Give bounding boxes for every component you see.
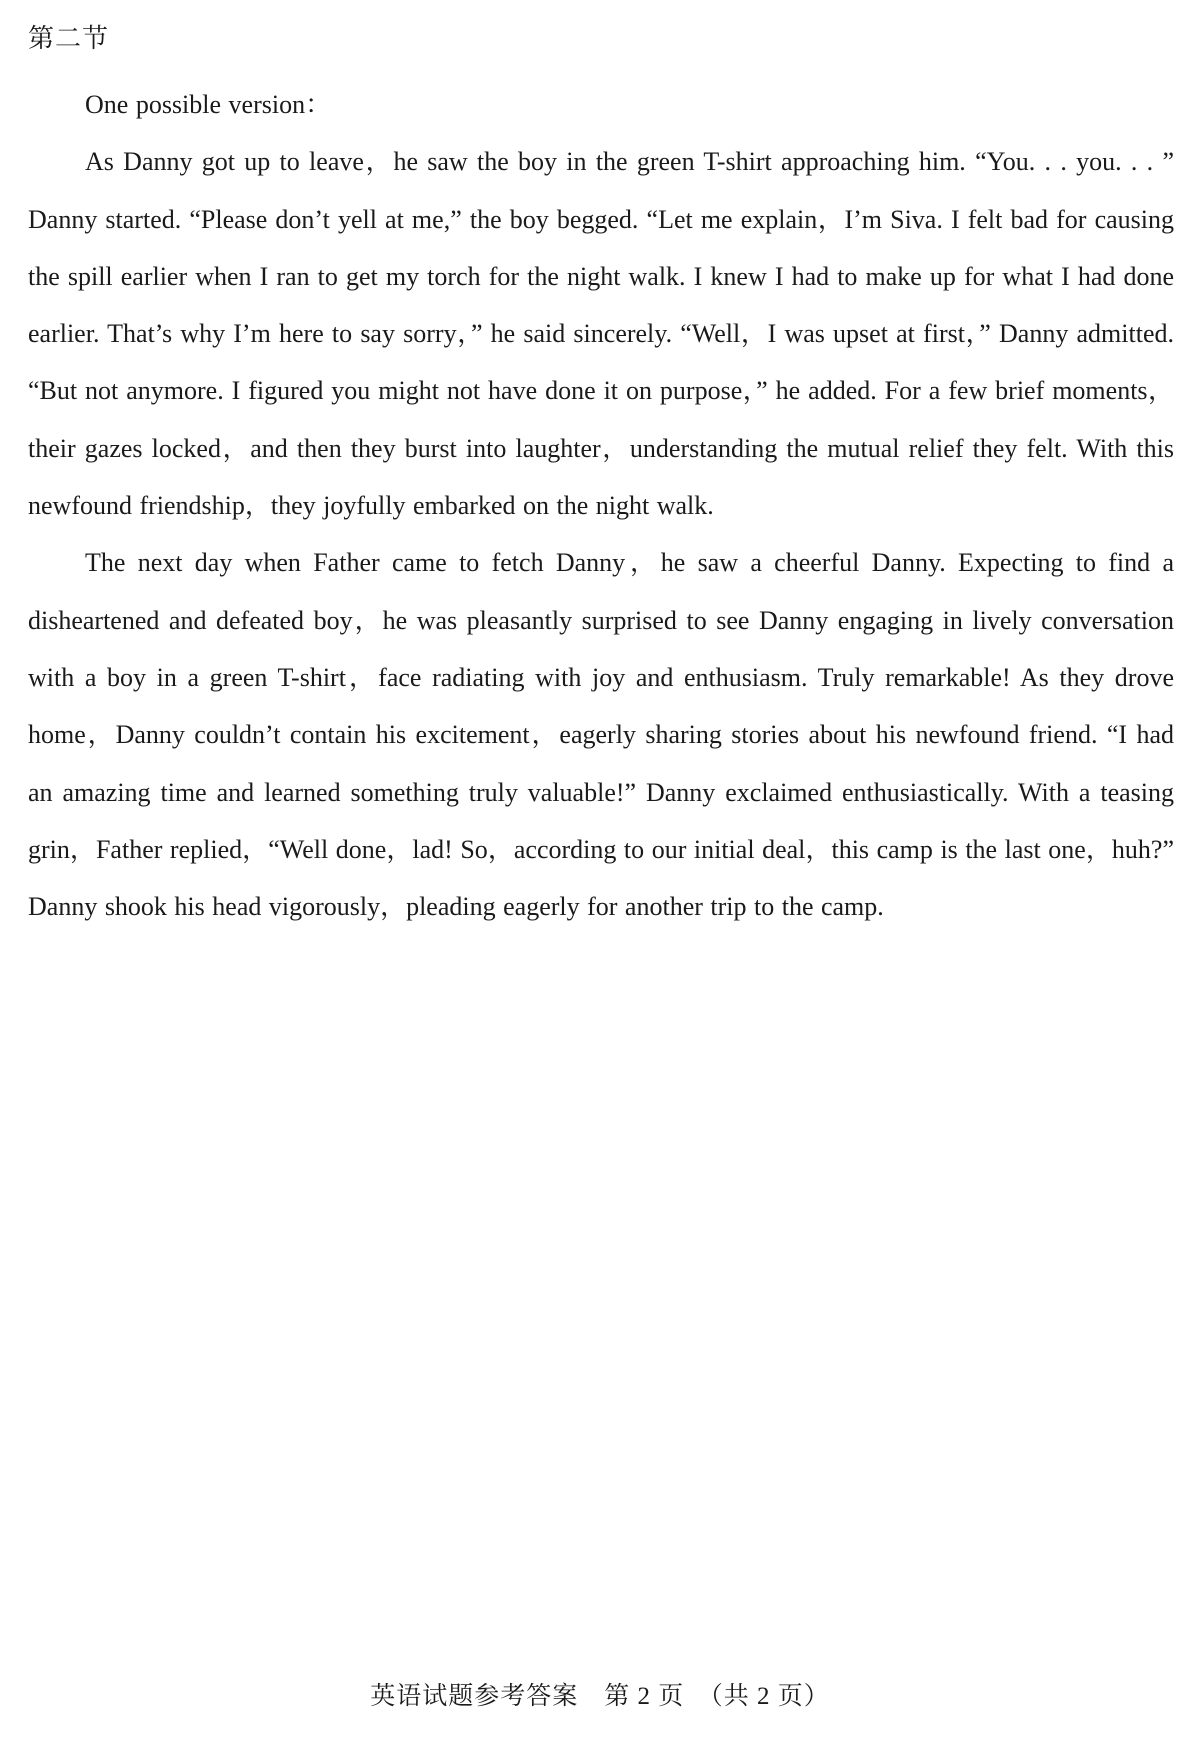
footer-text: 英语试题参考答案 第 2 页 （共 2 页） bbox=[370, 1683, 830, 1710]
answer-body bbox=[28, 76, 1174, 935]
section-title: 第二节 bbox=[28, 24, 110, 53]
paragraph-2: The next day when Father came to fetch Danny，he saw a cheerful Danny. Expecting to find a disheartened and defeated boy，he was pleasantly surprised to see Danny engaging in lively conversation with a boy in a green T-shirt，face radiating with joy and enthusiasm. Truly remarkable! As they drove home，Danny couldn’t contain his excitement，eagerly sharing stories about his newfound friend. “I had an amazing time and learned something truly valuable!” Danny exclaimed enthusiastically. With a teasing grin，Father replied，“Well done，lad! So，according to our initial deal，this camp is the last one，huh?” Danny shook his head vigorously，pleading eagerly for another trip to the camp. bbox=[28, 548, 1174, 922]
paragraph-1: As Danny got up to leave，he saw the boy in the green T-shirt approaching him. “You. . . you. . . ” Danny started. “Please don’t yell at me,” the boy begged. “Let me explain，I’m Siva. I felt bad for causing the spill earlier when I ran to get my torch for the night walk. I knew I had to make up for what I had done earlier. That’s why I’m here to say sorry，” he said sincerely. “Well，I was upset at first，” Danny admitted. “But not anymore. I figured you might not have done it on purpose，” he added. For a few brief moments，their gazes locked，and then they burst into laughter，understanding the mutual relief they felt. With this newfound friendship，they joyfully embarked on the night walk. bbox=[28, 147, 1174, 521]
intro-line: One possible version： bbox=[85, 90, 332, 119]
page-footer bbox=[0, 1680, 1200, 1714]
